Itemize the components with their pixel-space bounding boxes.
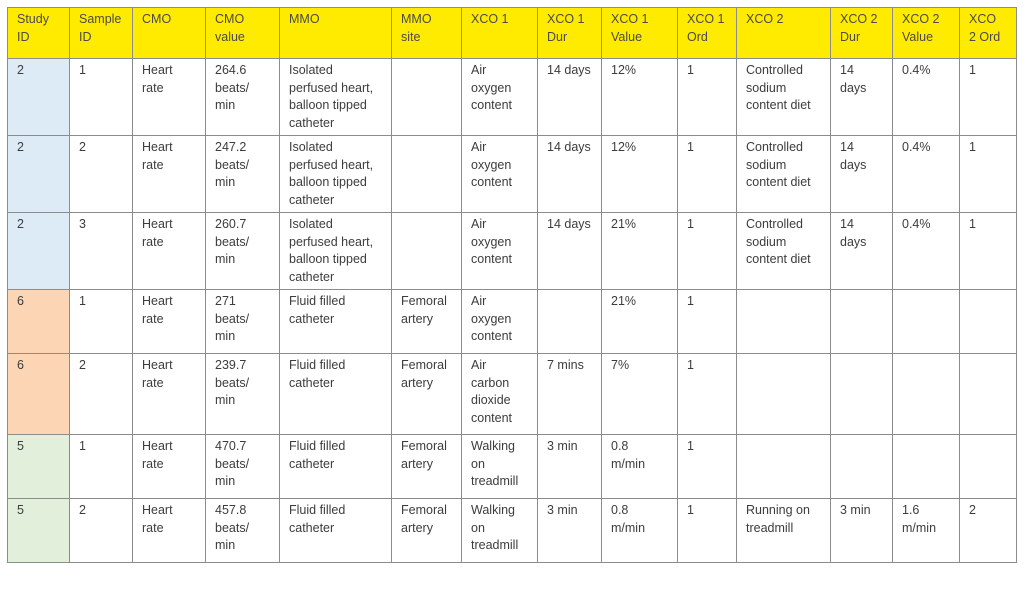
cell-text: 470.7 beats/ min (215, 439, 250, 488)
cell-xco1-ord (678, 354, 737, 435)
cell-xco1-value (602, 59, 678, 136)
cell-text: Heart rate (142, 503, 173, 535)
cell-mmo-site (392, 59, 462, 136)
cell-mmo (280, 435, 392, 499)
cell-xco2-ord (960, 354, 1017, 435)
cell-xco2-value (893, 136, 960, 213)
table-row (8, 136, 1017, 213)
cell-mmo (280, 354, 392, 435)
cell-text: Air oxygen content (471, 63, 513, 112)
cell-text: Heart rate (142, 63, 173, 95)
table-body (8, 59, 1017, 563)
cell-text: 7% (611, 358, 630, 372)
cell-text: Heart rate (142, 358, 173, 390)
cell-mmo (280, 59, 392, 136)
cell-xco2-ord (960, 213, 1017, 290)
cell-xco2-dur (831, 290, 893, 354)
cell-text: Walking on treadmill (471, 503, 519, 552)
table-row (8, 435, 1017, 499)
header-sample-id: Sample ID (70, 8, 133, 59)
cell-text: Fluid filled catheter (289, 439, 346, 471)
cell-mmo (280, 290, 392, 354)
cell-text: 14 days (547, 140, 591, 154)
cell-cmo (133, 290, 206, 354)
cell-text: 21% (611, 217, 637, 231)
cell-xco1 (462, 435, 538, 499)
cell-cmo-value (206, 435, 280, 499)
cell-text: 21% (611, 294, 637, 308)
cell-text: 2 (17, 63, 24, 77)
cell-cmo-value (206, 499, 280, 563)
header-xco2: XCO 2 (737, 8, 831, 59)
cell-text: Controlled sodium content diet (746, 63, 811, 112)
table-row (8, 354, 1017, 435)
cell-text: 6 (17, 358, 24, 372)
cell-study-id (8, 354, 70, 435)
cell-text: 2 (969, 503, 976, 517)
cell-xco2-dur (831, 213, 893, 290)
cell-xco1-dur (538, 59, 602, 136)
cell-text: 1 (687, 217, 694, 231)
cell-sample-id (70, 435, 133, 499)
cell-xco1-value (602, 290, 678, 354)
cell-study-id (8, 213, 70, 290)
cell-xco1-dur (538, 213, 602, 290)
cell-xco2-dur (831, 59, 893, 136)
cell-text: 264.6 beats/ min (215, 63, 250, 112)
cell-text: Femoral artery (401, 294, 447, 326)
cell-sample-id (70, 354, 133, 435)
header-study-id: Study ID (8, 8, 70, 59)
cell-study-id (8, 136, 70, 213)
cell-xco1-ord (678, 435, 737, 499)
cell-sample-id (70, 59, 133, 136)
cell-xco1-dur (538, 290, 602, 354)
cell-cmo (133, 499, 206, 563)
cell-xco2-ord (960, 290, 1017, 354)
table-row (8, 499, 1017, 563)
cell-xco2 (737, 59, 831, 136)
cell-xco2-ord (960, 59, 1017, 136)
cell-text: 1 (687, 140, 694, 154)
cell-mmo-site (392, 290, 462, 354)
cell-text: 1 (969, 140, 976, 154)
cell-text: Air oxygen content (471, 140, 513, 189)
cell-xco1-ord (678, 213, 737, 290)
cell-xco1 (462, 136, 538, 213)
cell-sample-id (70, 213, 133, 290)
cell-xco1-dur (538, 435, 602, 499)
cell-text: Fluid filled catheter (289, 503, 346, 535)
header-xco1-value: XCO 1 Value (602, 8, 678, 59)
cell-xco1-ord (678, 136, 737, 213)
cell-text: 14 days (547, 217, 591, 231)
cell-xco1-ord (678, 59, 737, 136)
cell-xco1 (462, 499, 538, 563)
table-row (8, 290, 1017, 354)
cell-xco1-dur (538, 354, 602, 435)
cell-xco2-ord (960, 499, 1017, 563)
cell-text: 1 (79, 294, 86, 308)
cell-xco1-value (602, 136, 678, 213)
cell-cmo-value (206, 59, 280, 136)
cell-xco2 (737, 499, 831, 563)
header-cmo: CMO (133, 8, 206, 59)
cell-text: 7 mins (547, 358, 584, 372)
cell-text: Isolated perfused heart, balloon tipped catheter (289, 217, 374, 284)
cell-text: 3 min (840, 503, 871, 517)
cell-text: Air carbon dioxide content (471, 358, 513, 425)
cell-text: Air oxygen content (471, 217, 513, 266)
header-xco2-dur: XCO 2 Dur (831, 8, 893, 59)
cell-text: 1 (969, 63, 976, 77)
cell-xco1-dur (538, 136, 602, 213)
cell-sample-id (70, 290, 133, 354)
cell-mmo-site (392, 213, 462, 290)
cell-xco1-ord (678, 499, 737, 563)
cell-cmo-value (206, 354, 280, 435)
cell-xco2-value (893, 290, 960, 354)
cell-text: Fluid filled catheter (289, 358, 346, 390)
cell-text: Heart rate (142, 294, 173, 326)
cell-cmo (133, 136, 206, 213)
cell-text: 3 min (547, 439, 578, 453)
cell-text: 12% (611, 63, 637, 77)
cell-text: 0.8 m/min (611, 503, 646, 535)
cell-xco1 (462, 213, 538, 290)
cell-study-id (8, 499, 70, 563)
cell-xco2 (737, 136, 831, 213)
cell-text: Heart rate (142, 439, 173, 471)
cell-cmo (133, 213, 206, 290)
cell-text: 0.4% (902, 140, 931, 154)
header-xco1-dur: XCO 1 Dur (538, 8, 602, 59)
header-mmo: MMO (280, 8, 392, 59)
cell-xco1-value (602, 354, 678, 435)
cell-mmo (280, 136, 392, 213)
cell-text: 0.8 m/min (611, 439, 646, 471)
cell-study-id (8, 435, 70, 499)
cell-text: 1 (79, 63, 86, 77)
cell-xco1-value (602, 213, 678, 290)
cell-text: 1 (687, 294, 694, 308)
cell-xco1 (462, 59, 538, 136)
cell-text: 1 (969, 217, 976, 231)
header-xco1: XCO 1 (462, 8, 538, 59)
cell-xco2-dur (831, 136, 893, 213)
study-data-table (7, 7, 1017, 563)
cell-xco2-value (893, 354, 960, 435)
header-xco2-value: XCO 2 Value (893, 8, 960, 59)
cell-xco2 (737, 435, 831, 499)
cell-text: 2 (79, 358, 86, 372)
header-xco2-ord: XCO 2 Ord (960, 8, 1017, 59)
cell-text: 271 beats/ min (215, 294, 250, 343)
cell-text: 3 (79, 217, 86, 231)
header-row (8, 8, 1017, 59)
cell-text: Air oxygen content (471, 294, 513, 343)
cell-text: 1.6 m/min (902, 503, 937, 535)
cell-xco1 (462, 354, 538, 435)
cell-text: 1 (687, 503, 694, 517)
table-row (8, 213, 1017, 290)
table-row (8, 59, 1017, 136)
cell-text: Controlled sodium content diet (746, 217, 811, 266)
cell-sample-id (70, 136, 133, 213)
cell-text: Isolated perfused heart, balloon tipped catheter (289, 140, 374, 207)
cell-xco2-dur (831, 354, 893, 435)
cell-text: 1 (687, 63, 694, 77)
header-xco1-ord: XCO 1 Ord (678, 8, 737, 59)
cell-text: Fluid filled catheter (289, 294, 346, 326)
cell-xco2-dur (831, 435, 893, 499)
cell-mmo (280, 499, 392, 563)
cell-text: 1 (687, 439, 694, 453)
cell-xco2-value (893, 59, 960, 136)
cell-text: 14 days (840, 63, 867, 95)
cell-mmo-site (392, 354, 462, 435)
cell-text: 5 (17, 503, 24, 517)
cell-cmo-value (206, 290, 280, 354)
cell-text: 1 (79, 439, 86, 453)
cell-sample-id (70, 499, 133, 563)
cell-text: 5 (17, 439, 24, 453)
cell-text: Running on treadmill (746, 503, 810, 535)
cell-text: 12% (611, 140, 637, 154)
cell-text: 2 (79, 503, 86, 517)
cell-mmo-site (392, 499, 462, 563)
cell-text: Femoral artery (401, 439, 447, 471)
cell-study-id (8, 290, 70, 354)
cell-xco2 (737, 290, 831, 354)
cell-text: 2 (17, 217, 24, 231)
cell-text: 2 (17, 140, 24, 154)
cell-text: 14 days (840, 140, 867, 172)
cell-text: 0.4% (902, 217, 931, 231)
cell-mmo-site (392, 435, 462, 499)
cell-xco1-value (602, 499, 678, 563)
cell-xco1 (462, 290, 538, 354)
cell-xco2-value (893, 213, 960, 290)
cell-mmo-site (392, 136, 462, 213)
cell-text: Heart rate (142, 140, 173, 172)
cell-text: Heart rate (142, 217, 173, 249)
cell-text: 3 min (547, 503, 578, 517)
cell-xco2 (737, 354, 831, 435)
cell-xco1-ord (678, 290, 737, 354)
cell-text: Controlled sodium content diet (746, 140, 811, 189)
cell-text: 14 days (840, 217, 867, 249)
cell-cmo (133, 59, 206, 136)
cell-text: 457.8 beats/ min (215, 503, 250, 552)
cell-xco2 (737, 213, 831, 290)
cell-xco2-value (893, 435, 960, 499)
cell-text: 14 days (547, 63, 591, 77)
cell-text: 260.7 beats/ min (215, 217, 250, 266)
cell-xco2-dur (831, 499, 893, 563)
cell-cmo-value (206, 136, 280, 213)
cell-text: 0.4% (902, 63, 931, 77)
header-cmo-value: CMO value (206, 8, 280, 59)
cell-text: 2 (79, 140, 86, 154)
cell-study-id (8, 59, 70, 136)
cell-xco2-value (893, 499, 960, 563)
cell-mmo (280, 213, 392, 290)
cell-cmo-value (206, 213, 280, 290)
cell-text: 1 (687, 358, 694, 372)
cell-text: 247.2 beats/ min (215, 140, 250, 189)
cell-text: Walking on treadmill (471, 439, 519, 488)
cell-text: 6 (17, 294, 24, 308)
cell-text: Femoral artery (401, 358, 447, 390)
cell-text: 239.7 beats/ min (215, 358, 250, 407)
cell-xco2-ord (960, 136, 1017, 213)
cell-cmo (133, 435, 206, 499)
header-mmo-site: MMO site (392, 8, 462, 59)
cell-text: Femoral artery (401, 503, 447, 535)
cell-xco1-dur (538, 499, 602, 563)
cell-text: Isolated perfused heart, balloon tipped catheter (289, 63, 374, 130)
cell-xco1-value (602, 435, 678, 499)
cell-cmo (133, 354, 206, 435)
cell-xco2-ord (960, 435, 1017, 499)
